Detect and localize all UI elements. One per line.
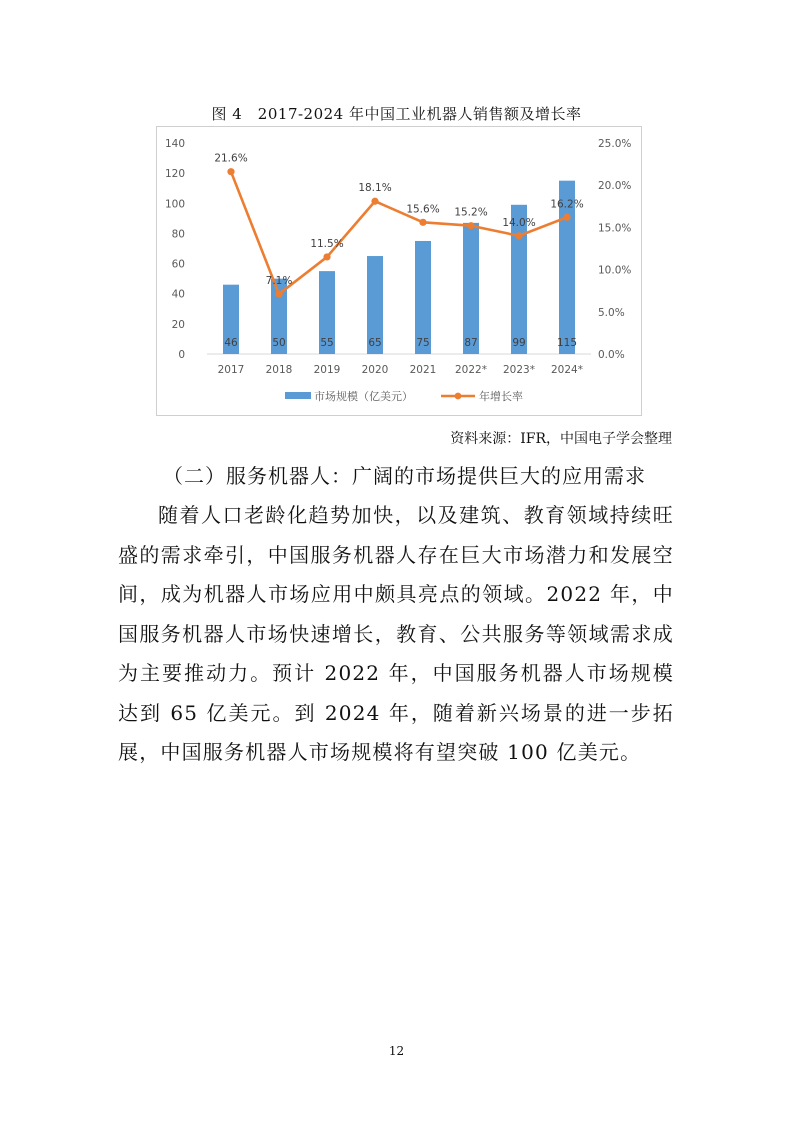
y-left-tick-label: 80 bbox=[171, 228, 185, 241]
line-data-label: 7.1% bbox=[265, 275, 293, 288]
y-right-tick-label: 20.0% bbox=[598, 180, 632, 193]
line-point bbox=[467, 222, 474, 229]
y-right-tick-label: 0.0% bbox=[598, 349, 625, 361]
y-left-tick-label: 60 bbox=[171, 258, 185, 271]
line-data-label: 16.2% bbox=[550, 198, 584, 211]
y-right-tick-label: 15.0% bbox=[598, 222, 632, 235]
line-point bbox=[563, 214, 570, 221]
y-left-tick-label: 140 bbox=[164, 138, 185, 150]
section-heading: （二）服务机器人：广阔的市场提供巨大的应用需求 bbox=[163, 464, 646, 488]
x-tick-label: 2020 bbox=[361, 364, 389, 376]
x-tick-label: 2024* bbox=[551, 364, 583, 376]
chart-container bbox=[156, 126, 642, 416]
line-point bbox=[515, 232, 522, 239]
legend-bar-label: 市场规模（亿美元） bbox=[314, 390, 413, 403]
combo-chart bbox=[157, 127, 641, 415]
legend-line-label: 年增长率 bbox=[479, 390, 523, 403]
y-left-tick-label: 120 bbox=[164, 168, 185, 181]
x-tick-label: 2017 bbox=[217, 364, 245, 376]
y-left-tick-label: 40 bbox=[171, 288, 185, 301]
legend-bar-swatch bbox=[285, 392, 311, 399]
x-tick-label: 2023* bbox=[503, 364, 535, 376]
x-tick-label: 2018 bbox=[265, 364, 293, 376]
y-right-tick-label: 10.0% bbox=[598, 264, 632, 277]
bar-data-label: 99 bbox=[512, 337, 526, 349]
bar-data-label: 55 bbox=[320, 337, 334, 349]
line-point bbox=[323, 253, 330, 260]
line-data-label: 18.1% bbox=[358, 182, 392, 195]
line-point bbox=[227, 168, 234, 175]
line-point bbox=[275, 290, 282, 297]
bar-data-label: 87 bbox=[464, 337, 478, 349]
y-left-tick-label: 20 bbox=[171, 318, 185, 331]
page-number: 12 bbox=[388, 1044, 405, 1058]
line-data-label: 15.6% bbox=[406, 203, 440, 216]
x-tick-label: 2019 bbox=[313, 364, 341, 376]
y-right-tick-label: 5.0% bbox=[598, 306, 625, 319]
bar-data-label: 50 bbox=[272, 337, 286, 349]
line-data-label: 21.6% bbox=[214, 152, 248, 165]
line-data-label: 11.5% bbox=[310, 237, 344, 250]
bar-data-label: 65 bbox=[368, 337, 382, 349]
figure-title: 图 4 2017-2024 年中国工业机器人销售额及增长率 bbox=[211, 105, 582, 123]
bar-data-label: 46 bbox=[224, 337, 238, 349]
bar-data-label: 115 bbox=[556, 337, 578, 349]
y-left-tick-label: 100 bbox=[164, 198, 185, 211]
line-point bbox=[419, 219, 426, 226]
x-tick-label: 2021 bbox=[409, 364, 437, 376]
bar-data-label: 75 bbox=[416, 337, 430, 349]
x-tick-label: 2022* bbox=[455, 364, 487, 376]
line-data-label: 14.0% bbox=[502, 216, 536, 229]
body-paragraph: 随着人口老龄化趋势加快，以及建筑、教育领域持续旺盛的需求牵引，中国服务机器人存在巨大市场潜力和发展空间，成为机器人市场应用中颇具亮点的领域。2022 年，中国服务机器人市场快速增长，教育、公共服务等领域需求成为主要推动力。预计 2022 年，中国服务机器人市场规模达到 65 亿美元。到 2024 年，随着新兴场景的进一步拓展，中国服务机器人市场规模将有望突破 100 亿美元。 bbox=[118, 503, 674, 764]
line-data-label: 15.2% bbox=[454, 206, 488, 219]
legend-line-marker bbox=[455, 393, 462, 400]
figure-source: 资料来源：IFR，中国电子学会整理 bbox=[450, 431, 672, 447]
line-point bbox=[371, 198, 378, 205]
y-right-tick-label: 25.0% bbox=[598, 138, 632, 150]
y-left-tick-label: 0 bbox=[178, 349, 185, 361]
bar bbox=[463, 223, 479, 354]
